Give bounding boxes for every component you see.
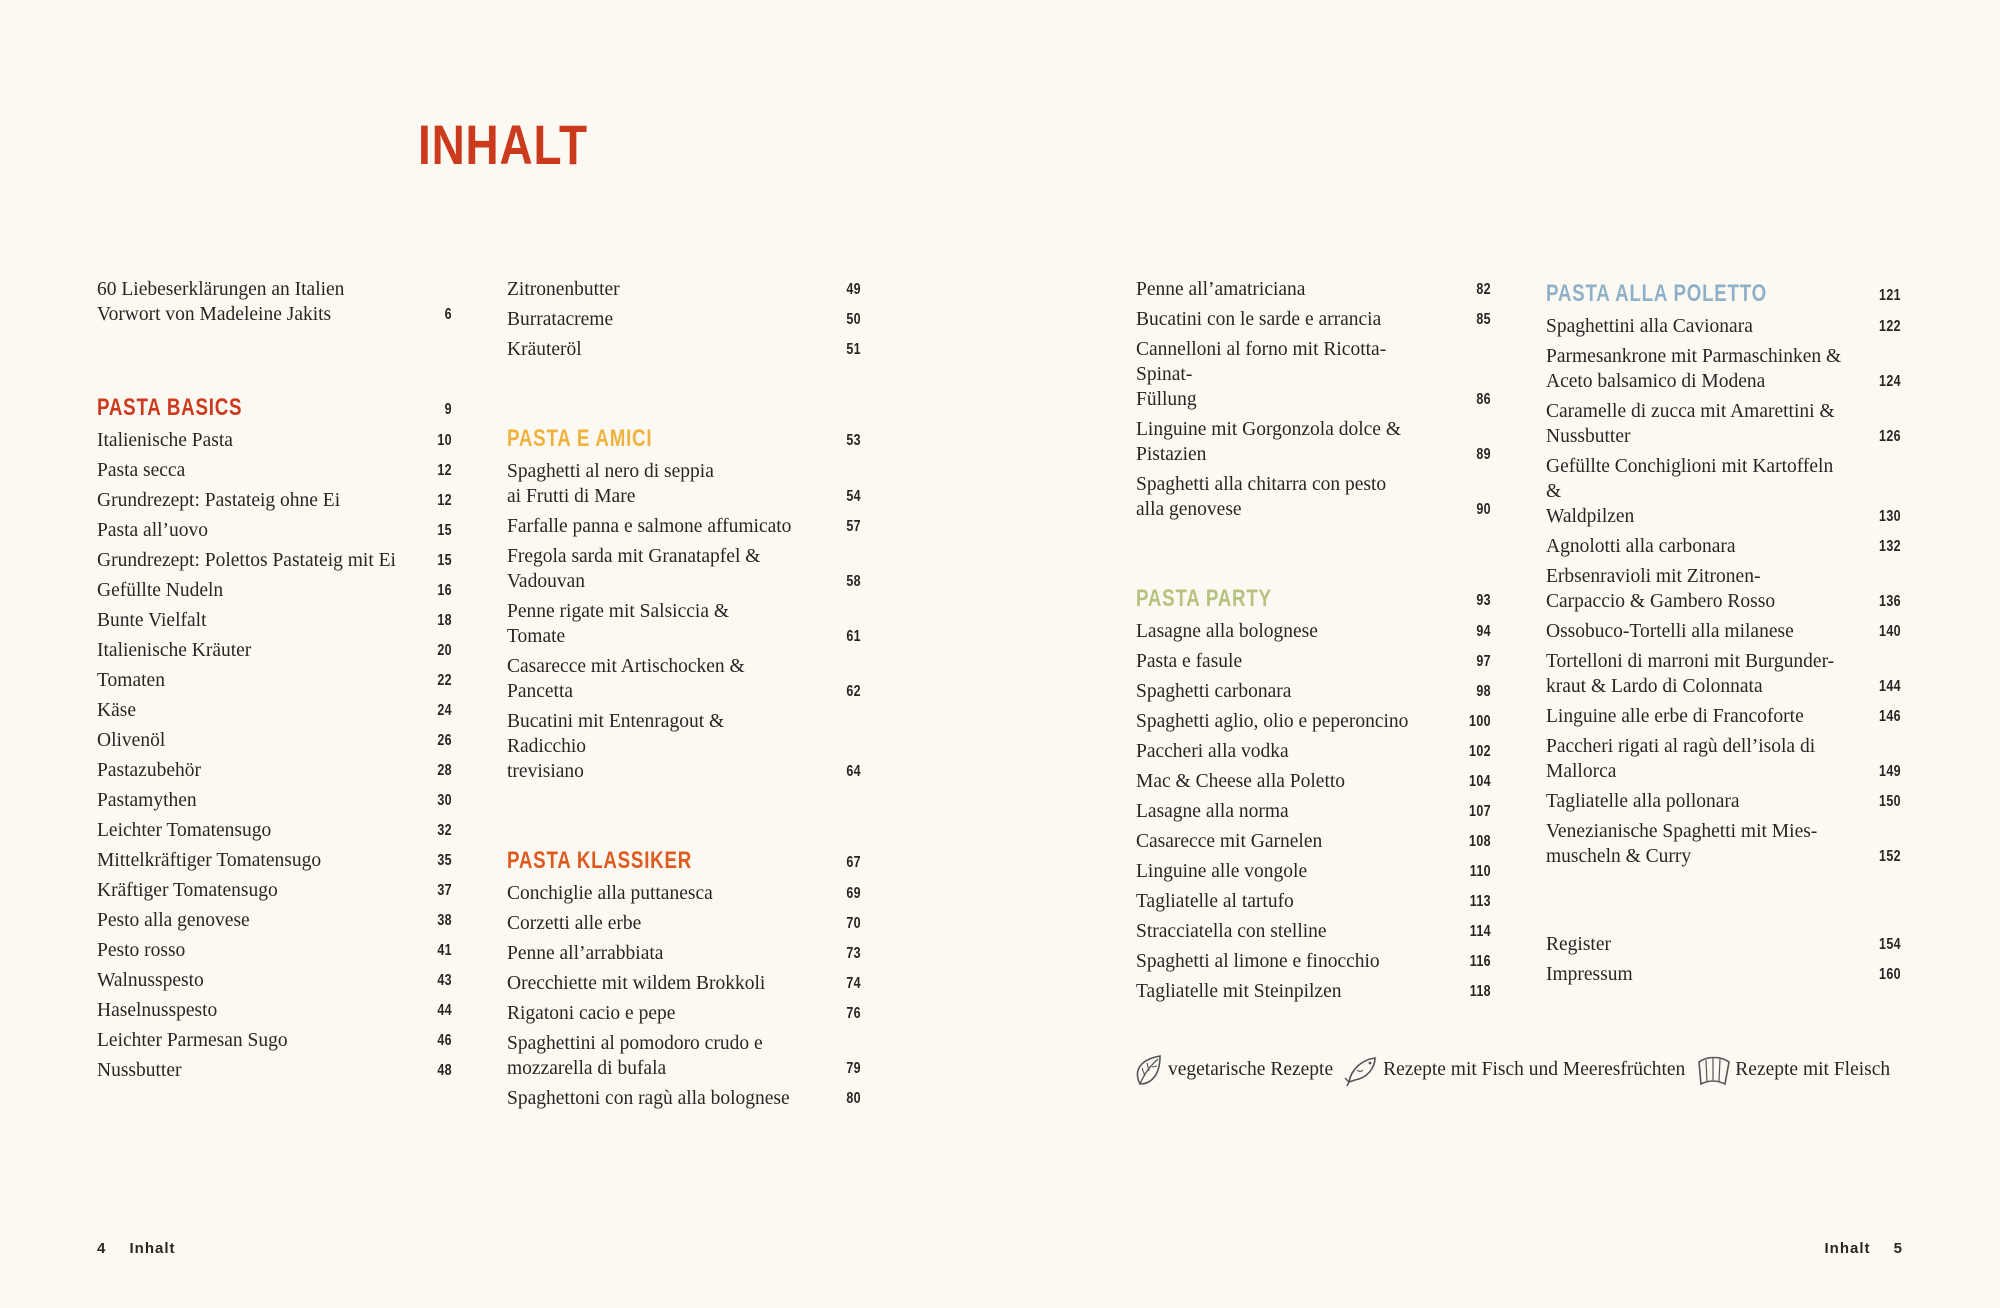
entry-page: 22 — [437, 672, 452, 689]
toc-entry[interactable] — [507, 459, 861, 509]
entry-label: Spaghetti al limone e finocchio — [1136, 951, 1380, 972]
entry-label: Casarecce mit Artischocken & Pancetta — [507, 656, 745, 702]
entry-page: 130 — [1879, 508, 1901, 525]
entry-page: 89 — [1476, 446, 1491, 463]
entry-label: Casarecce mit Garnelen — [1136, 831, 1323, 852]
footer-left — [97, 1240, 176, 1257]
entry-page: 160 — [1879, 966, 1901, 983]
running-title-left: Inhalt — [129, 1240, 176, 1257]
toc-entry[interactable] — [1546, 789, 1901, 814]
entry-page: 110 — [1469, 863, 1491, 880]
entry-label: Pastazubehör — [97, 760, 201, 781]
toc-entry[interactable] — [507, 911, 861, 936]
entry-label: Haselnusspesto — [97, 1000, 218, 1021]
entry-page: 54 — [846, 488, 861, 505]
entry-page: 73 — [846, 945, 861, 962]
toc-entry[interactable] — [507, 654, 861, 704]
entry-label: Venezianische Spaghetti mit Mies- muscheln & Curry — [1546, 821, 1818, 867]
entry-label: Farfalle panna e salmone affumicato — [507, 516, 792, 537]
toc-entry[interactable] — [97, 728, 452, 753]
entry-page: 30 — [437, 792, 452, 809]
toc-entry[interactable] — [1546, 819, 1901, 869]
toc-entry[interactable] — [507, 1086, 861, 1111]
fish-icon — [1343, 1052, 1381, 1088]
entry-label: Gefüllte Nudeln — [97, 580, 224, 601]
entry-page: 85 — [1476, 311, 1491, 328]
toc-entry[interactable] — [507, 1031, 861, 1081]
amici-list — [507, 459, 861, 784]
entry-label: Parmesankrone mit Parmaschinken & Aceto balsamico di Modena — [1546, 346, 1842, 392]
section-title: PASTA PARTY — [1136, 585, 1272, 612]
toc-entry[interactable] — [507, 337, 861, 362]
entry-page: 46 — [437, 1032, 452, 1049]
toc-entry[interactable] — [507, 709, 861, 784]
entry-label: Spaghettoni con ragù alla bolognese — [507, 1088, 790, 1109]
entry-label: Spaghetti aglio, olio e peperoncino — [1136, 711, 1409, 732]
toc-entry[interactable] — [97, 458, 452, 483]
entry-page: 86 — [1476, 391, 1491, 408]
toc-entry[interactable] — [1546, 932, 1901, 957]
entry-page: 74 — [846, 975, 861, 992]
entry-page: 102 — [1469, 743, 1491, 760]
entry-page: 26 — [437, 732, 452, 749]
toc-entry[interactable] — [97, 908, 452, 933]
toc-entry[interactable] — [507, 277, 861, 302]
entry-label: Mittelkräftiger Tomatensugo — [97, 850, 322, 871]
entry-label: Paccheri alla vodka — [1136, 741, 1289, 762]
section-page: 93 — [1476, 592, 1491, 609]
toc-entry[interactable] — [97, 1058, 452, 1083]
entry-page: 94 — [1476, 623, 1491, 640]
running-title-right: Inhalt — [1824, 1240, 1871, 1257]
toc-entry[interactable] — [97, 998, 452, 1023]
toc-entry[interactable] — [1136, 709, 1491, 734]
toc-entry[interactable] — [1136, 337, 1491, 412]
toc-column-3 — [1136, 277, 1491, 1009]
entry-page: 98 — [1476, 683, 1491, 700]
entry-label: Agnolotti alla carbonara — [1546, 536, 1736, 557]
entry-label: Bunte Vielfalt — [97, 610, 207, 631]
toc-entry[interactable] — [97, 428, 452, 453]
toc-entry[interactable] — [1136, 859, 1491, 884]
klassiker-list — [507, 881, 861, 1111]
entry-page: 10 — [437, 432, 452, 449]
entry-label: Mac & Cheese alla Poletto — [1136, 771, 1346, 792]
entry-label: Conchiglie alla puttanesca — [507, 883, 713, 904]
entry-page: 144 — [1879, 678, 1901, 695]
entry-label: Linguine mit Gorgonzola dolce & Pistazien — [1136, 419, 1402, 465]
toc-entry[interactable] — [507, 971, 861, 996]
entry-page: 140 — [1879, 623, 1901, 640]
entry-page: 35 — [437, 852, 452, 869]
entry-label: Pesto rosso — [97, 940, 186, 961]
entry-page: 146 — [1879, 708, 1901, 725]
toc-entry[interactable] — [1136, 889, 1491, 914]
entry-page: 24 — [437, 702, 452, 719]
entry-label: Penne all’arrabbiata — [507, 943, 664, 964]
toc-column-1 — [97, 277, 452, 1088]
poletto-list — [1546, 314, 1901, 869]
entry-page: 44 — [437, 1002, 452, 1019]
toc-entry[interactable] — [507, 881, 861, 906]
party-list — [1136, 619, 1491, 1004]
toc-entry[interactable] — [1136, 979, 1491, 1004]
entry-page: 76 — [846, 1005, 861, 1022]
toc-entry[interactable] — [1546, 454, 1901, 529]
section-page: 121 — [1879, 287, 1901, 304]
toc-entry[interactable] — [97, 608, 452, 633]
entry-label: Spaghettini al pomodoro crudo e mozzarella di bufala — [507, 1033, 763, 1079]
toc-entry[interactable] — [507, 1001, 861, 1026]
entry-page: 152 — [1879, 848, 1901, 865]
toc-entry[interactable] — [1136, 679, 1491, 704]
entry-page: 6 — [444, 306, 452, 323]
legend-meat — [1695, 1052, 1890, 1088]
entry-page: 15 — [437, 552, 452, 569]
toc-entry[interactable] — [507, 544, 861, 594]
toc-entry[interactable] — [1136, 649, 1491, 674]
entry-label: Walnusspesto — [97, 970, 204, 991]
toc-entry[interactable] — [97, 1028, 452, 1053]
entry-page: 82 — [1476, 281, 1491, 298]
entry-page: 97 — [1476, 653, 1491, 670]
toc-entry[interactable] — [97, 878, 452, 903]
entry-page: 37 — [437, 882, 452, 899]
entry-label: Stracciatella con stelline — [1136, 921, 1327, 942]
toc-column-4 — [1546, 280, 1901, 992]
entry-page: 64 — [846, 763, 861, 780]
entry-page: 48 — [437, 1062, 452, 1079]
entry-label: Cannelloni al forno mit Ricotta-Spinat- Füllung — [1136, 339, 1387, 410]
toc-entry[interactable] — [97, 698, 452, 723]
entry-label: Spaghetti carbonara — [1136, 681, 1292, 702]
entry-label: Paccheri rigati al ragù dell’isola di Mallorca — [1546, 736, 1816, 782]
section-heading-basics[interactable] — [97, 394, 452, 422]
entry-page: 51 — [846, 341, 861, 358]
legend-label: vegetarische Rezepte — [1168, 1059, 1334, 1080]
entry-label: Grundrezept: Polettos Pastateig mit Ei — [97, 550, 396, 571]
entry-label: Olivenöl — [97, 730, 166, 751]
toc-entry[interactable] — [97, 968, 452, 993]
toc-entry[interactable] — [97, 518, 452, 543]
section-heading-klassiker[interactable] — [507, 847, 861, 875]
toc-entry[interactable] — [97, 548, 452, 573]
entry-label: Fregola sarda mit Granatapfel & Vadouvan — [507, 546, 761, 592]
toc-entry[interactable] — [97, 818, 452, 843]
section-page: 9 — [444, 401, 452, 418]
toc-entry[interactable] — [1136, 417, 1491, 467]
entry-label: Tortelloni di marroni mit Burgunder- kraut & Lardo di Colonnata — [1546, 651, 1835, 697]
entry-label: Zitronenbutter — [507, 279, 620, 300]
toc-entry[interactable] — [97, 668, 452, 693]
entry-label: Caramelle di zucca mit Amarettini & Nussbutter — [1546, 401, 1835, 447]
entry-label: 60 Liebeserklärungen an Italien Vorwort von Madeleine Jakits — [97, 279, 345, 325]
toc-entry[interactable] — [97, 578, 452, 603]
entry-label: Italienische Pasta — [97, 430, 233, 451]
legend-fish — [1343, 1052, 1685, 1088]
toc-entry[interactable] — [1546, 564, 1901, 614]
entry-label: Penne rigate mit Salsiccia & Tomate — [507, 601, 730, 647]
entry-label: Register — [1546, 934, 1611, 955]
entry-label: Erbsenravioli mit Zitronen- Carpaccio & Gambero Rosso — [1546, 566, 1776, 612]
toc-entry[interactable] — [97, 638, 452, 663]
entry-label: Spaghettini alla Cavionara — [1546, 316, 1753, 337]
entry-label: Pasta secca — [97, 460, 186, 481]
column-2-top-list — [507, 277, 861, 362]
entry-page: 32 — [437, 822, 452, 839]
entry-page: 149 — [1879, 763, 1901, 780]
entry-page: 18 — [437, 612, 452, 629]
entry-label: Spaghetti alla chitarra con pesto alla genovese — [1136, 474, 1387, 520]
entry-page: 69 — [846, 885, 861, 902]
page-number-left: 4 — [97, 1240, 107, 1257]
entry-label: Burratacreme — [507, 309, 614, 330]
entry-label: Tagliatelle al tartufo — [1136, 891, 1294, 912]
entry-page: 107 — [1469, 803, 1491, 820]
entry-page: 124 — [1879, 373, 1901, 390]
toc-entry[interactable] — [1546, 704, 1901, 729]
entry-label: Gefüllte Conchiglioni mit Kartoffeln & Waldpilzen — [1546, 456, 1834, 527]
entry-page: 70 — [846, 915, 861, 932]
entry-page: 79 — [846, 1060, 861, 1077]
toc-entry[interactable] — [507, 599, 861, 649]
entry-page: 12 — [437, 462, 452, 479]
section-page: 53 — [846, 432, 861, 449]
entry-page: 49 — [846, 281, 861, 298]
toc-entry[interactable] — [97, 848, 452, 873]
entry-page: 28 — [437, 762, 452, 779]
section-heading-party[interactable] — [1136, 585, 1491, 613]
toc-entry[interactable] — [97, 788, 452, 813]
entry-page: 100 — [1469, 713, 1491, 730]
entry-page: 104 — [1469, 773, 1491, 790]
toc-entry[interactable] — [1136, 949, 1491, 974]
entry-label: Ossobuco-Tortelli alla milanese — [1546, 621, 1794, 642]
toc-entry[interactable] — [1136, 739, 1491, 764]
page-title: INHALT — [418, 113, 588, 176]
entry-label: Rigatoni cacio e pepe — [507, 1003, 676, 1024]
entry-label: Linguine alle vongole — [1136, 861, 1308, 882]
section-title: PASTA E AMICI — [507, 425, 653, 452]
ribs-icon — [1695, 1052, 1733, 1088]
toc-entry[interactable] — [1136, 829, 1491, 854]
toc-entry[interactable] — [1546, 649, 1901, 699]
toc-entry[interactable] — [1136, 277, 1491, 302]
entry-page: 15 — [437, 522, 452, 539]
toc-entry[interactable] — [1136, 307, 1491, 332]
section-title: PASTA KLASSIKER — [507, 847, 693, 874]
toc-entry[interactable] — [1546, 962, 1901, 987]
footer-right — [1824, 1240, 1903, 1257]
page-number-right: 5 — [1893, 1240, 1903, 1257]
toc-entry-intro[interactable] — [97, 277, 452, 327]
entry-page: 38 — [437, 912, 452, 929]
toc-entry[interactable] — [507, 941, 861, 966]
entry-label: Leichter Tomatensugo — [97, 820, 272, 841]
entry-page: 154 — [1879, 936, 1901, 953]
entry-label: Impressum — [1546, 964, 1633, 985]
entry-label: Pasta all’uovo — [97, 520, 209, 541]
section-title: PASTA ALLA POLETTO — [1546, 280, 1767, 307]
entry-page: 57 — [846, 518, 861, 535]
entry-label: Italienische Kräuter — [97, 640, 252, 661]
entry-label: Lasagne alla bolognese — [1136, 621, 1318, 642]
entry-page: 108 — [1469, 833, 1491, 850]
leaf-icon — [1130, 1052, 1166, 1088]
entry-label: Lasagne alla norma — [1136, 801, 1289, 822]
entry-page: 41 — [437, 942, 452, 959]
entry-page: 150 — [1879, 793, 1901, 810]
entry-label: Tagliatelle mit Steinpilzen — [1136, 981, 1342, 1002]
entry-page: 20 — [437, 642, 452, 659]
section-page: 67 — [846, 854, 861, 871]
toc-entry[interactable] — [1546, 344, 1901, 394]
entry-page: 43 — [437, 972, 452, 989]
entry-page: 61 — [846, 628, 861, 645]
entry-page: 118 — [1469, 983, 1491, 1000]
legend-vegetarian — [1130, 1052, 1333, 1088]
entry-label: Nussbutter — [97, 1060, 182, 1081]
entry-page: 16 — [437, 582, 452, 599]
toc-entry[interactable] — [97, 938, 452, 963]
entry-page: 80 — [846, 1090, 861, 1107]
toc-entry[interactable] — [97, 488, 452, 513]
entry-page: 126 — [1879, 428, 1901, 445]
section-heading-poletto[interactable] — [1546, 280, 1901, 308]
entry-page: 113 — [1469, 893, 1491, 910]
toc-column-2 — [507, 277, 861, 1116]
entry-label: Pesto alla genovese — [97, 910, 250, 931]
toc-entry[interactable] — [507, 307, 861, 332]
entry-page: 12 — [437, 492, 452, 509]
toc-entry[interactable] — [1546, 734, 1901, 784]
toc-entry[interactable] — [1136, 472, 1491, 522]
entry-label: Orecchiette mit wildem Brokkoli — [507, 973, 766, 994]
entry-page: 116 — [1469, 953, 1491, 970]
section-title: PASTA BASICS — [97, 394, 243, 421]
toc-entry[interactable] — [507, 514, 861, 539]
toc-entry[interactable] — [97, 758, 452, 783]
entry-label: Bucatini mit Entenragout & Radicchio trevisiano — [507, 711, 725, 782]
entry-page: 58 — [846, 573, 861, 590]
entry-label: Pasta e fasule — [1136, 651, 1243, 672]
toc-entry[interactable] — [1136, 799, 1491, 824]
entry-page: 90 — [1476, 501, 1491, 518]
entry-label: Corzetti alle erbe — [507, 913, 642, 934]
toc-entry[interactable] — [1136, 619, 1491, 644]
entry-page: 136 — [1879, 593, 1901, 610]
toc-entry[interactable] — [1546, 399, 1901, 449]
entry-label: Kräftiger Tomatensugo — [97, 880, 278, 901]
entry-label: Linguine alle erbe di Francoforte — [1546, 706, 1804, 727]
toc-entry[interactable] — [1546, 534, 1901, 559]
legend-label: Rezepte mit Fisch und Meeresfrüchten — [1383, 1059, 1686, 1080]
entry-label: Bucatini con le sarde e arrancia — [1136, 309, 1382, 330]
column-3-top-list — [1136, 277, 1491, 522]
toc-entry[interactable] — [1546, 314, 1901, 339]
section-heading-amici[interactable] — [507, 425, 861, 453]
entry-label: Kräuteröl — [507, 339, 582, 360]
entry-label: Tagliatelle alla pollonara — [1546, 791, 1740, 812]
entry-label: Grundrezept: Pastateig ohne Ei — [97, 490, 341, 511]
basics-list — [97, 428, 452, 1083]
toc-entry[interactable] — [1136, 919, 1491, 944]
entry-page: 122 — [1879, 318, 1901, 335]
entry-page: 132 — [1879, 538, 1901, 555]
entry-label: Tomaten — [97, 670, 165, 691]
entry-page: 114 — [1469, 923, 1491, 940]
appendix-list — [1546, 932, 1901, 987]
toc-entry[interactable] — [1136, 769, 1491, 794]
entry-label: Leichter Parmesan Sugo — [97, 1030, 288, 1051]
entry-label: Käse — [97, 700, 136, 721]
entry-page: 50 — [846, 311, 861, 328]
recipe-legend — [1130, 1052, 1900, 1088]
entry-label: Penne all’amatriciana — [1136, 279, 1306, 300]
toc-entry[interactable] — [1546, 619, 1901, 644]
entry-label: Pastamythen — [97, 790, 197, 811]
entry-label: Spaghetti al nero di seppia ai Frutti di Mare — [507, 461, 714, 507]
entry-page: 62 — [846, 683, 861, 700]
legend-label: Rezepte mit Fleisch — [1735, 1059, 1891, 1080]
